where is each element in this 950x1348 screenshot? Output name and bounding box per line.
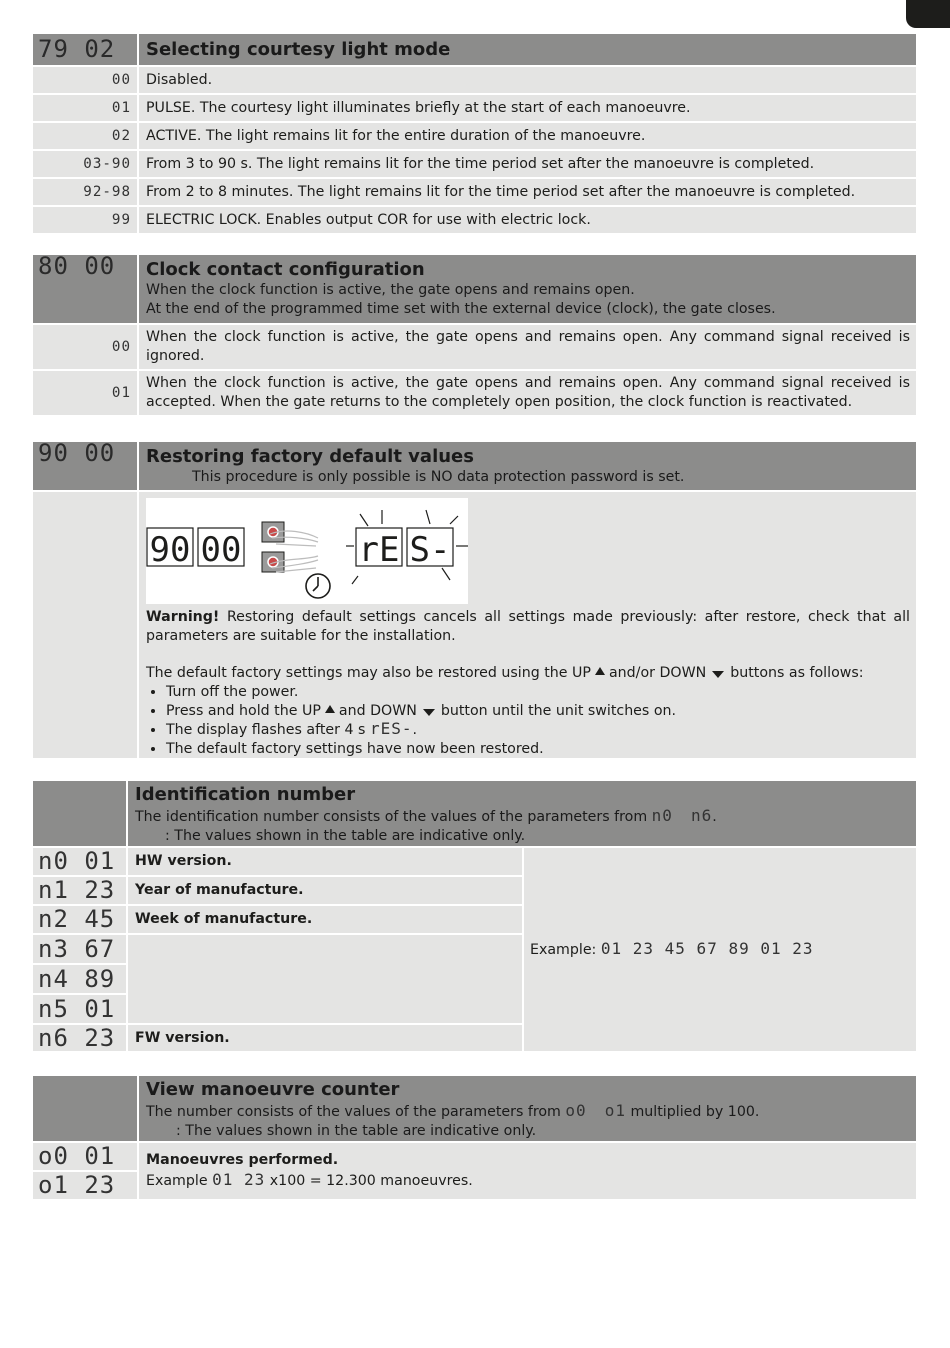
section-title: Restoring factory default values [146, 446, 474, 467]
display-digits: rE [358, 530, 400, 570]
value-code: n4 89 [33, 965, 128, 993]
reset-procedure-figure [146, 498, 468, 604]
table-row [33, 325, 916, 369]
table-row [33, 123, 916, 149]
value-code: 92-98 [33, 179, 139, 205]
value-code: n2 45 [33, 906, 128, 933]
table-row [33, 151, 916, 177]
table-row [33, 179, 916, 205]
section-subtitle: At the end of the programmed time set with the external device (clock), the gate closes. [146, 301, 776, 317]
manoeuvre-counter-table: View manoeuvre counter The number consists of the values of the parameters from o0 o1 multiplied by 100. : The values shown in the table are indicative only. o0 01 Manoeuvres performed. Example 01 23 x100 = 12.300 manoeuvres. o1 23 [33, 1074, 916, 1201]
value-text: FW version. [128, 1025, 522, 1051]
value-text [128, 935, 522, 1023]
param-code: 90 00 [33, 442, 139, 490]
section-title: Identification number [135, 784, 356, 805]
example-value: 01 23 45 67 89 01 23 [600, 939, 814, 958]
section-subtitle: When the clock function is active, the gate opens and remains open. [146, 282, 635, 298]
value-text: Week of manufacture. [128, 906, 522, 933]
reset-steps-list [146, 683, 910, 758]
table-row [33, 95, 916, 121]
value-text: ELECTRIC LOCK. Enables output COR for use with electric lock. [139, 207, 916, 233]
display-digits: S- [409, 530, 451, 570]
section-subtitle: This procedure is only possible is NO data protection password is set. [192, 469, 685, 485]
table-row [33, 492, 916, 758]
value-text: PULSE. The courtesy light illuminates briefly at the start of each manoeuvre. [139, 95, 916, 121]
warning-label: Warning! [146, 609, 220, 625]
note-text: : The values shown in the table are indicative only. [176, 1123, 537, 1139]
table-row [33, 371, 916, 415]
param-code: 80 00 [33, 255, 139, 323]
display-digits: 00 [200, 530, 242, 570]
value-code: n3 67 [33, 935, 128, 963]
value-code: 00 [33, 67, 139, 93]
table-row [33, 848, 916, 875]
list-item: • The display flashes after 4 s rES-. [166, 720, 910, 740]
value-code: o0 01 [33, 1143, 139, 1170]
note-text: : The values shown in the table are indicative only. [165, 828, 526, 844]
identification-table: Identification number The identification number consists of the values of the parameters from n0 n6. : The values shown in the table are indicative only. n0 01 HW version. Example: 01 23 45 67 89 01 23 n1 23 Year of manufacture. n2 45 Week of manufacture. n3 67 n4 89 n5 01 n6 23 FW version. [33, 779, 916, 1053]
up-arrow-icon [325, 705, 335, 713]
up-arrow-icon [595, 667, 605, 675]
value-text: ACTIVE. The light remains lit for the entire duration of the manoeuvre. [139, 123, 916, 149]
value-text: Disabled. [139, 67, 916, 93]
value-code: 99 [33, 207, 139, 233]
param-code: 79 02 [33, 34, 139, 65]
display-code: rES- [369, 719, 413, 738]
section-title: View manoeuvre counter [146, 1079, 400, 1100]
down-arrow-icon [423, 709, 435, 716]
intro-text: buttons as follows: [730, 665, 864, 681]
value-code: 03-90 [33, 151, 139, 177]
value-code: 00 [33, 325, 139, 369]
display-digits: 90 [149, 530, 191, 570]
value-code: n1 23 [33, 877, 128, 904]
section-title: Selecting courtesy light mode [146, 38, 451, 60]
value-code: 01 [33, 371, 139, 415]
warning-text: Restoring default settings cancels all settings made previously: after restore, check that all parameters are suitable for the installation. [146, 609, 910, 644]
value-text: When the clock function is active, the gate opens and remains open. Any command signal received is accepted. When the gate returns to the completely open position, the clock function is reactivated. [139, 371, 916, 415]
display-buttons-illustration [146, 498, 468, 604]
down-arrow-icon [712, 671, 724, 678]
table-row [33, 1143, 916, 1170]
value-code: 01 [33, 95, 139, 121]
value-code: o1 23 [33, 1172, 139, 1199]
clock-contact-table [33, 253, 916, 417]
table-row [33, 67, 916, 93]
section-title: Clock contact configuration [146, 259, 425, 280]
value-code: n6 23 [33, 1025, 128, 1051]
example-cell [522, 848, 916, 1051]
courtesy-light-table [33, 32, 916, 235]
list-item: • Turn off the power. [166, 683, 910, 702]
list-item: • Press and hold the UP and DOWN button until the unit switches on. [166, 702, 910, 721]
counter-label: Manoeuvres performed. [146, 1152, 339, 1168]
value-text: Year of manufacture. [128, 877, 522, 904]
value-code: 02 [33, 123, 139, 149]
table-row [33, 207, 916, 233]
value-text: From 3 to 90 s. The light remains lit for the time period set after the manoeuvre is completed. [139, 151, 916, 177]
factory-reset-table [33, 440, 916, 760]
value-text: HW version. [128, 848, 522, 875]
intro-text: and/or DOWN [608, 665, 707, 681]
intro-text: The default factory settings may also be restored using the UP [146, 665, 591, 681]
list-item: • The default factory settings have now been restored. [166, 740, 910, 759]
value-code: n5 01 [33, 995, 128, 1023]
value-text: Manoeuvres performed. Example 01 23 x100 = 12.300 manoeuvres. [139, 1143, 916, 1199]
value-code: n0 01 [33, 848, 128, 875]
value-text: From 2 to 8 minutes. The light remains lit for the time period set after the manoeuvre is completed. [139, 179, 916, 205]
example-label: Example: [530, 942, 597, 958]
page-tab-marker [906, 0, 950, 28]
value-text: When the clock function is active, the gate opens and remains open. Any command signal received is ignored. [139, 325, 916, 369]
